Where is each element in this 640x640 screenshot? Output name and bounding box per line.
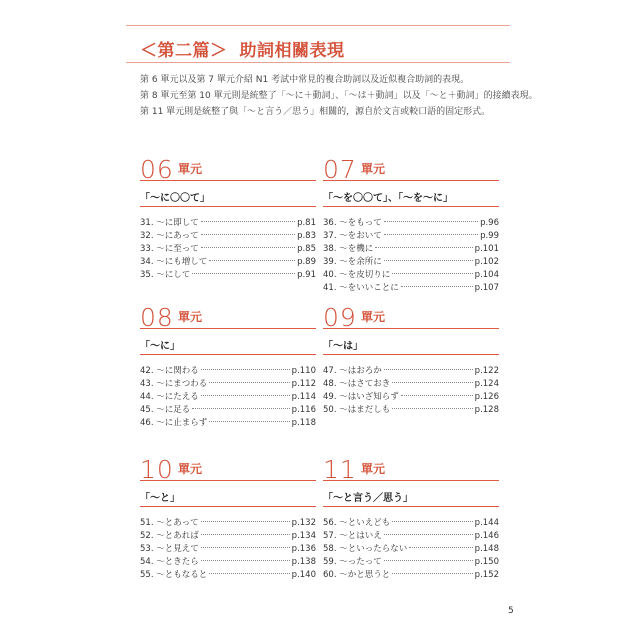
toc-item-label: 54. 〜ときたら — [140, 557, 199, 567]
toc-item-label: 60. 〜かと思うと — [323, 570, 391, 580]
unit-07 — [323, 150, 499, 295]
toc-leader — [392, 273, 472, 274]
toc-item[interactable] — [140, 243, 316, 256]
toc-item-page: p.148 — [474, 544, 499, 554]
toc-item-page: p.132 — [291, 518, 316, 528]
unit-subtitle: 「〜を〇〇て」、「〜を〜に」 — [323, 193, 453, 204]
toc-leader — [392, 382, 472, 383]
toc-item-page: p.107 — [474, 283, 499, 293]
toc-item-label: 38. 〜を機に — [323, 244, 374, 254]
toc-item[interactable] — [323, 217, 499, 230]
toc-item-label: 46. 〜に止まらず — [140, 418, 208, 428]
toc-item[interactable] — [323, 556, 499, 569]
unit-number: 07 — [323, 155, 357, 184]
toc-item[interactable] — [323, 569, 499, 582]
section-marker: ＜第二篇＞ — [140, 41, 228, 61]
toc-item-label: 32. 〜にあって — [140, 231, 199, 241]
toc-item-label: 57. 〜とはいえ — [323, 531, 382, 541]
toc-list — [323, 365, 499, 417]
toc-leader — [209, 573, 289, 574]
toc-leader — [384, 534, 473, 535]
toc-item-label: 49. 〜はいざ知らず — [323, 392, 399, 402]
toc-leader — [392, 408, 472, 409]
toc-item-page: p.99 — [480, 231, 499, 241]
unit-heading — [323, 150, 499, 184]
page-number: 5 — [508, 606, 514, 616]
unit-label: 單元 — [361, 310, 386, 324]
unit-09 — [323, 298, 499, 417]
toc-item-label: 58. 〜といったらない — [323, 544, 408, 554]
toc-item-label: 45. 〜に足る — [140, 405, 191, 415]
toc-item-page: p.85 — [297, 244, 316, 254]
toc-item-label: 52. 〜とあれば — [140, 531, 199, 541]
toc-item-label: 55. 〜ともなると — [140, 570, 208, 580]
toc-item-page: p.96 — [480, 218, 499, 228]
toc-leader — [201, 534, 290, 535]
toc-leader — [209, 382, 289, 383]
unit-11 — [323, 450, 499, 582]
toc-item-label: 41. 〜をいいことに — [323, 283, 399, 293]
unit-number: 06 — [140, 155, 174, 184]
toc-item[interactable] — [140, 556, 316, 569]
unit-label: 單元 — [178, 310, 203, 324]
toc-item-label: 48. 〜はさておき — [323, 379, 391, 389]
unit-06 — [140, 150, 316, 282]
toc-item-label: 33. 〜に至って — [140, 244, 199, 254]
unit-subtitle: 「〜に」 — [140, 341, 180, 352]
unit-subtitle-rule — [140, 506, 316, 507]
toc-item[interactable] — [323, 365, 499, 378]
unit-label: 單元 — [361, 162, 386, 176]
toc-item-page: p.136 — [291, 544, 316, 554]
unit-subtitle: 「〜は」 — [323, 341, 363, 352]
toc-item-page: p.138 — [291, 557, 316, 567]
toc-item-page: p.116 — [291, 405, 316, 415]
toc-item-page: p.101 — [474, 244, 499, 254]
toc-item[interactable] — [140, 365, 316, 378]
toc-item[interactable] — [140, 256, 316, 269]
unit-subtitle-rule — [140, 206, 316, 207]
unit-08 — [140, 298, 316, 430]
toc-item-page: p.89 — [297, 257, 316, 267]
unit-subtitle-rule — [323, 354, 499, 355]
toc-item-page: p.150 — [474, 557, 499, 567]
unit-heading — [323, 298, 499, 332]
unit-subtitle: 「〜と言う／思う」 — [323, 493, 413, 504]
toc-leader — [192, 273, 295, 274]
unit-heading — [140, 450, 316, 484]
toc-item-label: 35. 〜にして — [140, 270, 191, 280]
toc-leader — [401, 395, 473, 396]
unit-label: 單元 — [361, 462, 386, 476]
toc-item-page: p.83 — [297, 231, 316, 241]
unit-subtitle: 「〜に〇〇て」 — [140, 193, 210, 204]
toc-leader — [201, 547, 290, 548]
toc-list — [140, 517, 316, 582]
toc-item-label: 50. 〜はまだしも — [323, 405, 391, 415]
unit-label: 單元 — [178, 462, 203, 476]
unit-heading — [323, 450, 499, 484]
toc-item-page: p.112 — [291, 379, 316, 389]
intro-line: 第 6 單元以及第 7 單元介紹 N1 考試中常見的複合助詞以及近似複合助詞的表現。 — [140, 75, 470, 85]
toc-item[interactable] — [140, 217, 316, 230]
toc-leader — [384, 260, 473, 261]
unit-subtitle-rule — [323, 506, 499, 507]
toc-item-label: 53. 〜と見えて — [140, 544, 199, 554]
toc-leader — [384, 369, 473, 370]
toc-leader — [209, 260, 295, 261]
toc-leader — [201, 221, 295, 222]
intro-line: 第 11 單元則是統整了與「〜と言う／思う」相關的，源自於文言或較口語的固定形式。 — [140, 107, 491, 117]
toc-item[interactable] — [323, 282, 499, 295]
toc-item-label: 31. 〜に即して — [140, 218, 199, 228]
toc-item-label: 37. 〜をおいて — [323, 231, 382, 241]
toc-item-page: p.91 — [297, 270, 316, 280]
toc-item[interactable] — [140, 417, 316, 430]
toc-leader — [201, 521, 290, 522]
toc-item-label: 43. 〜にまつわる — [140, 379, 208, 389]
unit-subtitle: 「〜と」 — [140, 493, 180, 504]
toc-leader — [201, 234, 295, 235]
section-title — [140, 36, 345, 61]
toc-item-label: 39. 〜を余所に — [323, 257, 382, 267]
toc-leader — [192, 408, 289, 409]
toc-item-label: 44. 〜にたえる — [140, 392, 199, 402]
toc-item-label: 42. 〜に関わる — [140, 366, 199, 376]
toc-item-label: 40. 〜を皮切りに — [323, 270, 391, 280]
toc-item[interactable] — [323, 543, 499, 556]
toc-leader — [384, 234, 478, 235]
toc-item-page: p.110 — [291, 366, 316, 376]
toc-leader — [201, 369, 290, 370]
unit-10 — [140, 450, 316, 582]
toc-item-page: p.114 — [291, 392, 316, 402]
toc-item[interactable] — [140, 569, 316, 582]
toc-item[interactable] — [323, 256, 499, 269]
toc-leader — [375, 247, 472, 248]
toc-item[interactable] — [323, 404, 499, 417]
toc-item[interactable] — [323, 230, 499, 243]
unit-heading — [140, 298, 316, 332]
toc-leader — [392, 521, 472, 522]
unit-number: 09 — [323, 303, 357, 332]
section-header — [126, 34, 510, 64]
toc-item-page: p.152 — [474, 570, 499, 580]
toc-leader — [392, 573, 472, 574]
toc-item-label: 34. 〜にも増して — [140, 257, 208, 267]
toc-leader — [401, 286, 473, 287]
toc-leader — [201, 247, 295, 248]
toc-item-page: p.104 — [474, 270, 499, 280]
toc-leader — [201, 395, 290, 396]
toc-item[interactable] — [323, 517, 499, 530]
toc-list — [323, 217, 499, 295]
toc-leader — [384, 560, 473, 561]
toc-item-label: 36. 〜をもって — [323, 218, 382, 228]
header-bottom-rule — [126, 62, 510, 63]
unit-number: 11 — [323, 455, 357, 484]
toc-item-page: p.122 — [474, 366, 499, 376]
toc-item[interactable] — [140, 517, 316, 530]
toc-item[interactable] — [323, 530, 499, 543]
toc-item[interactable] — [140, 391, 316, 404]
toc-item-label: 59. 〜ったって — [323, 557, 382, 567]
toc-item-label: 47. 〜はおろか — [323, 366, 382, 376]
toc-leader — [209, 421, 289, 422]
toc-list — [140, 365, 316, 430]
toc-item-page: p.128 — [474, 405, 499, 415]
toc-item[interactable] — [323, 391, 499, 404]
toc-leader — [409, 547, 472, 548]
toc-item-page: p.146 — [474, 531, 499, 541]
toc-item-page: p.126 — [474, 392, 499, 402]
toc-item[interactable] — [140, 269, 316, 282]
toc-item-page: p.134 — [291, 531, 316, 541]
toc-item[interactable] — [140, 378, 316, 391]
header-top-rule — [126, 25, 510, 26]
toc-list — [323, 517, 499, 582]
toc-leader — [384, 221, 478, 222]
toc-item[interactable] — [323, 378, 499, 391]
toc-list — [140, 217, 316, 282]
toc-item-label: 56. 〜といえども — [323, 518, 391, 528]
toc-item-page: p.140 — [291, 570, 316, 580]
toc-item-page: p.124 — [474, 379, 499, 389]
toc-item[interactable] — [140, 543, 316, 556]
unit-subtitle-rule — [140, 354, 316, 355]
unit-subtitle-rule — [323, 206, 499, 207]
toc-item-label: 51. 〜とあって — [140, 518, 199, 528]
toc-item[interactable] — [140, 404, 316, 417]
section-title-text: 助詞相關表現 — [239, 41, 345, 61]
unit-number: 08 — [140, 303, 174, 332]
toc-leader — [201, 560, 290, 561]
unit-number: 10 — [140, 455, 174, 484]
toc-item-page: p.118 — [291, 418, 316, 428]
toc-item[interactable] — [140, 230, 316, 243]
toc-item-page: p.144 — [474, 518, 499, 528]
toc-item-page: p.81 — [297, 218, 316, 228]
unit-heading — [140, 150, 316, 184]
intro-text — [140, 72, 538, 120]
toc-item-page: p.102 — [474, 257, 499, 267]
toc-item[interactable] — [323, 269, 499, 282]
toc-item[interactable] — [323, 243, 499, 256]
unit-label: 單元 — [178, 162, 203, 176]
toc-item[interactable] — [140, 530, 316, 543]
intro-line: 第 8 單元至第 10 單元則是統整了「〜に＋動詞」、「〜は＋動詞」以及「〜と＋動詞」的接續表現。 — [140, 91, 538, 101]
